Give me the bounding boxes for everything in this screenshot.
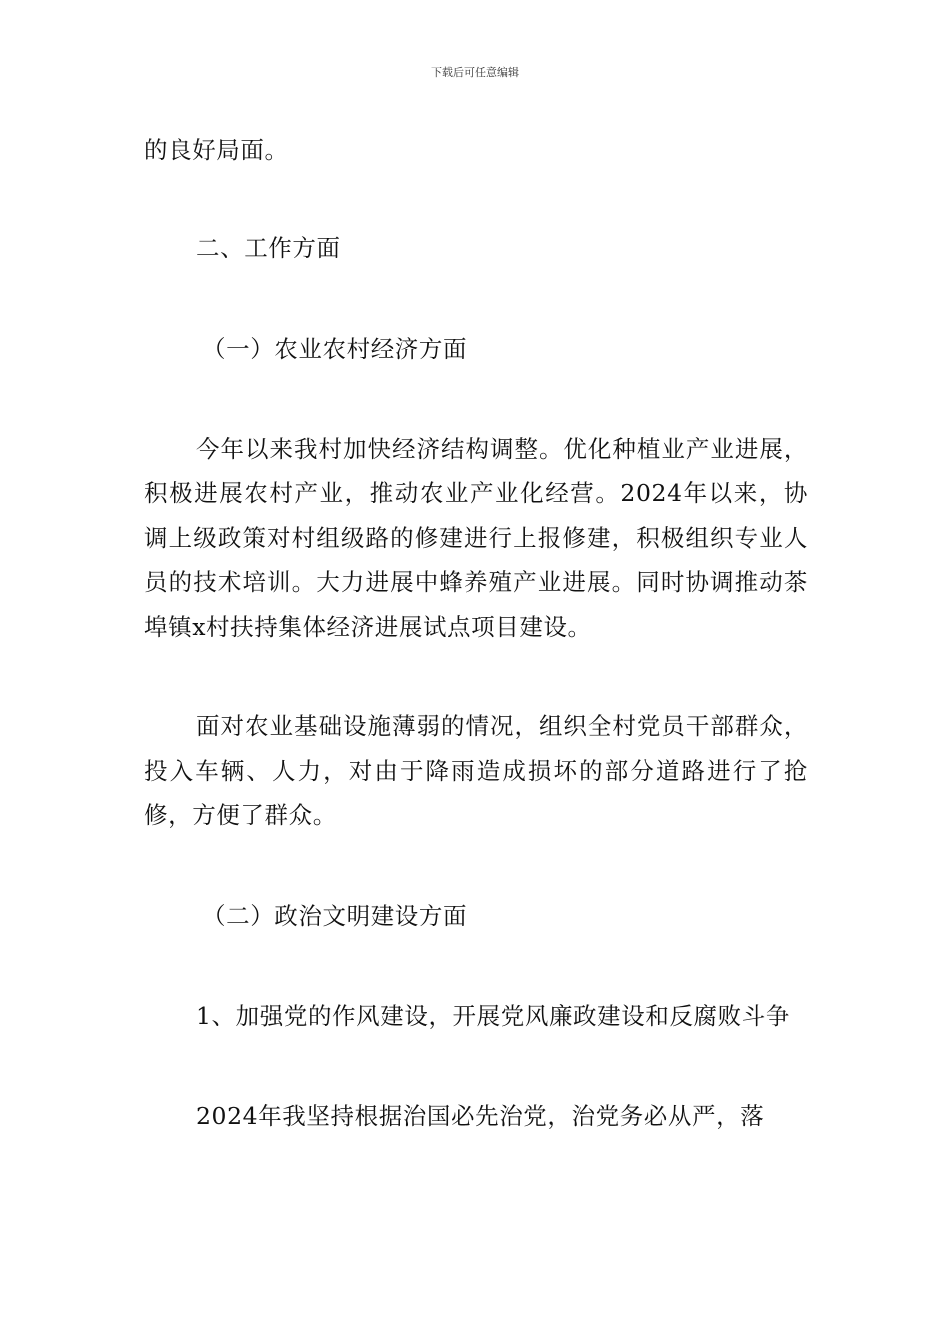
section-heading: 二、工作方面 [196,233,341,262]
document-body [144,128,808,1138]
paragraph: 面对农业基础设施薄弱的情况，组织全村党员干部群众，投入车辆、人力，对由于降雨造成损坏的部分道路进行了抢修，方便了群众。 [144,712,808,829]
paragraph-continuation: 的良好局面。 [144,136,289,164]
paragraph: 今年以来我村加快经济结构调整。优化种植业产业进展，积极进展农村产业，推动农业产业化经营。2024年以来，协调上级政策对村组级路的修建进行上报修建，积极组织专业人员的技术培训。大力进展中蜂养殖产业进展。同时协调推动茶埠镇x村扶持集体经济进展试点项目建设。 [144,434,808,641]
numbered-heading: 1、加强党的作风建设，开展党风廉政建设和反腐败斗争 [196,1002,790,1030]
page-header: 下载后可任意编辑 [431,66,519,79]
subsection-heading: （一）农业农村经济方面 [202,335,468,363]
paragraph: 2024年我坚持根据治国必先治党，治党务必从严，落 [196,1101,765,1130]
subsection-heading: （二）政治文明建设方面 [202,901,468,930]
